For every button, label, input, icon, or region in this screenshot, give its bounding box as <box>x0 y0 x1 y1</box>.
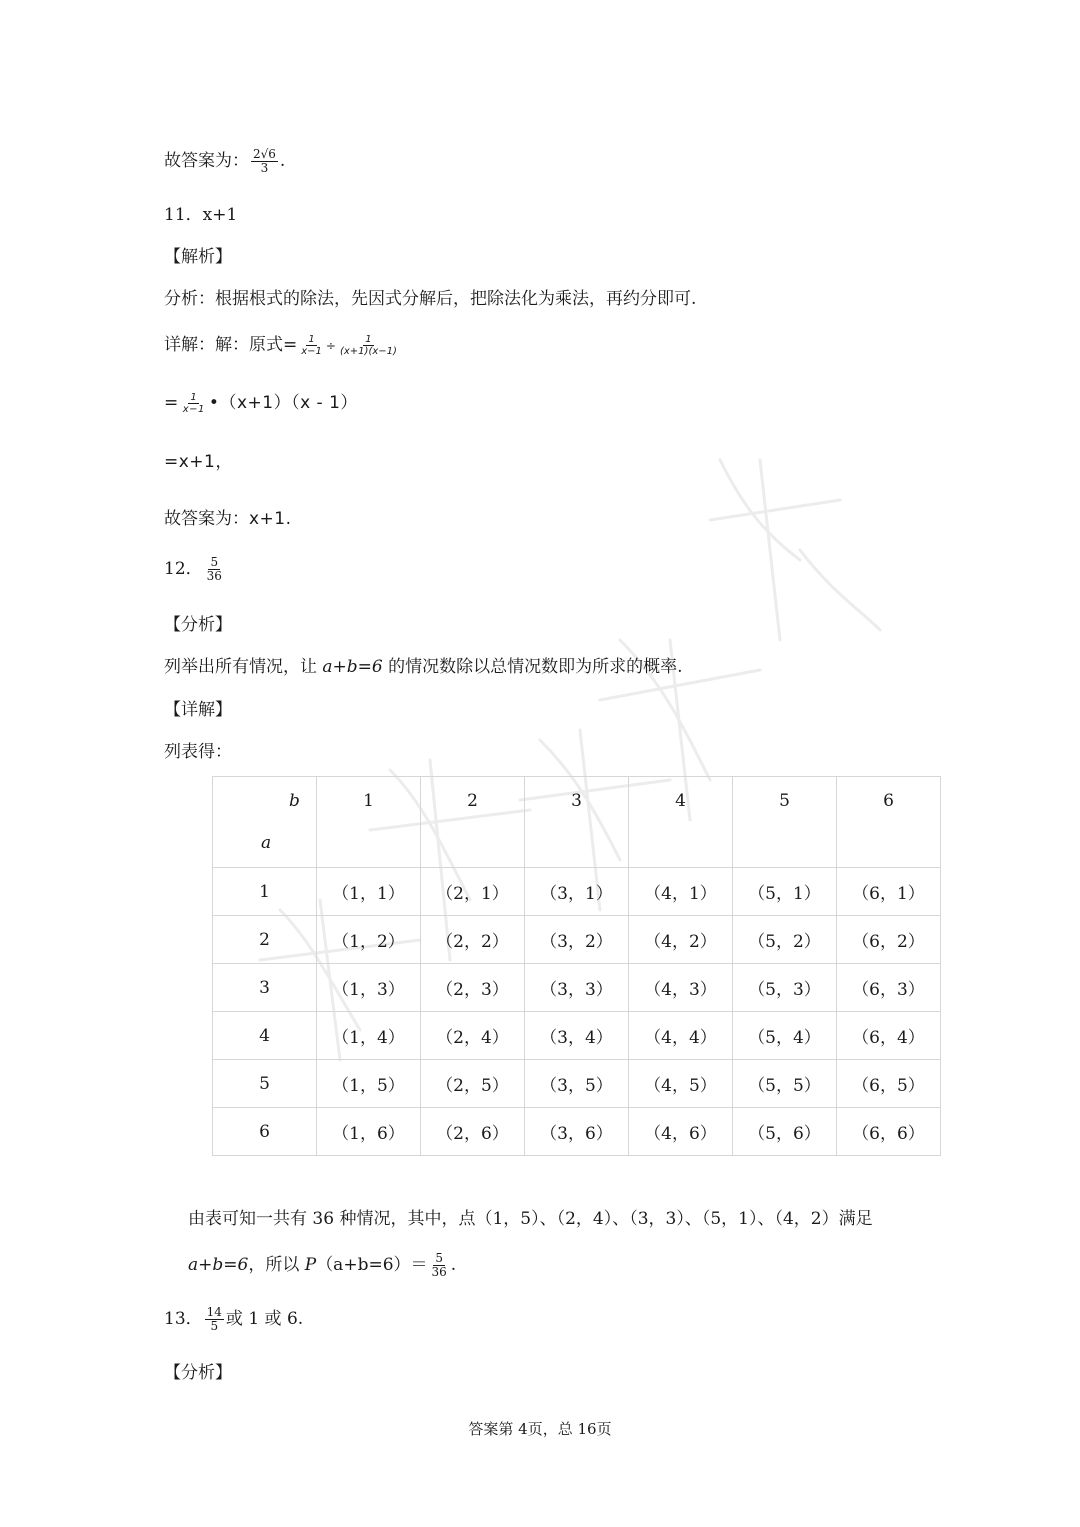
table-col-header <box>525 777 629 868</box>
table-header-b: b <box>289 791 300 811</box>
q12-conclusion-var: a+b=6 <box>188 1255 249 1275</box>
q12-analysis-pre: 列举出所有情况，让 <box>164 657 323 677</box>
row-label: 1 <box>213 868 317 916</box>
q12-conclusion-2 <box>188 1250 456 1279</box>
q12-conclusion-fraction <box>430 1252 449 1279</box>
table-cell: （5，3） <box>733 964 837 1012</box>
q11-frac2-den: (x+1)(x−1) <box>339 346 397 357</box>
col-label: 2 <box>467 791 478 811</box>
table-cell: （6，2） <box>837 916 941 964</box>
table-cell: （2，1） <box>421 868 525 916</box>
row-label: 2 <box>213 916 317 964</box>
table-cell: （4，1） <box>629 868 733 916</box>
table-cell: （6，4） <box>837 1012 941 1060</box>
table-cell: （6，1） <box>837 868 941 916</box>
table-cell: （3，2） <box>525 916 629 964</box>
q12-analysis-var: a+b=6 <box>322 657 383 677</box>
q12-analysis <box>164 652 683 677</box>
q11-frac2 <box>338 334 399 357</box>
table-row <box>213 964 941 1012</box>
q10-answer-fraction <box>251 148 278 175</box>
q13-answer-fraction <box>205 1306 224 1333</box>
q11-section-jiexi: 【解析】 <box>164 247 232 267</box>
q12-conclusion-mid: ，所以 <box>248 1255 305 1275</box>
table-cell: （2，6） <box>421 1108 525 1156</box>
table-row <box>213 1060 941 1108</box>
q11-final-value: x+1. <box>249 509 292 529</box>
col-label: 1 <box>363 791 374 811</box>
q11-frac1-den: x−1 <box>301 346 322 357</box>
q12-table-intro: 列表得： <box>164 742 232 762</box>
row-label: 4 <box>213 1012 317 1060</box>
table-col-header <box>317 777 421 868</box>
q11-step2-fraction <box>181 392 207 415</box>
q11-analysis: 分析：根据根式的除法，先因式分解后，把除法化为乘法，再约分即可. <box>164 289 697 309</box>
q12-conclusion-den: 36 <box>431 1265 447 1279</box>
q12-conclusion-1: 由表可知一共有 36 种情况，其中，点（1，5）、（2，4）、（3，3）、（5，1）、（4，2）满足 <box>188 1209 873 1229</box>
table-col-header <box>629 777 733 868</box>
table-cell: （3，4） <box>525 1012 629 1060</box>
q12-heading <box>164 554 226 583</box>
table-cell: （3，3） <box>525 964 629 1012</box>
table-cell: （2，2） <box>421 916 525 964</box>
q11-frac1-num: 1 <box>308 334 315 345</box>
table-cell: （1，2） <box>317 916 421 964</box>
q10-answer-suffix: . <box>279 151 286 171</box>
table-cell: （5，2） <box>733 916 837 964</box>
q13-heading <box>164 1304 303 1333</box>
col-label: 4 <box>675 791 686 811</box>
table-row <box>213 916 941 964</box>
q10-answer-line <box>164 146 285 175</box>
q13-frac-den: 5 <box>210 1319 219 1333</box>
q12-section-xiangjie: 【详解】 <box>164 700 232 720</box>
table-cell: （1，5） <box>317 1060 421 1108</box>
q12-conclusion-p: P <box>304 1255 317 1275</box>
table-cell: （3，6） <box>525 1108 629 1156</box>
q11-step2-prefix: = <box>164 393 179 413</box>
q12-analysis-post: 的情况数除以总情况数即为所求的概率. <box>382 657 683 677</box>
q10-fraction-denominator: 3 <box>260 161 269 175</box>
q10-fraction-numerator: 2√6 <box>253 147 276 161</box>
table-cell: （1，1） <box>317 868 421 916</box>
page-footer: 答案第 4页，总 16页 <box>468 1420 612 1438</box>
table-cell: （1，6） <box>317 1108 421 1156</box>
q12-answer-num: 5 <box>210 555 219 569</box>
table-cell: （5，5） <box>733 1060 837 1108</box>
q11-final <box>164 504 292 529</box>
table-cell: （5，1） <box>733 868 837 916</box>
q11-heading <box>164 200 237 225</box>
q12-conclusion-paren: （a+b=6）＝ <box>316 1255 428 1275</box>
q11-step2-rest: •（x+1）（x - 1） <box>208 393 358 413</box>
q11-step2 <box>164 388 358 415</box>
table-row <box>213 1108 941 1156</box>
q10-answer-prefix: 故答案为： <box>164 151 249 171</box>
table-cell: （6，5） <box>837 1060 941 1108</box>
table-cell: （2，3） <box>421 964 525 1012</box>
q13-section-fenxi: 【分析】 <box>164 1363 232 1383</box>
table-header-row <box>213 777 941 868</box>
table-cell: （4，3） <box>629 964 733 1012</box>
q12-conclusion-num: 5 <box>435 1251 443 1265</box>
table-cell: （6，6） <box>837 1108 941 1156</box>
table-cell: （6，3） <box>837 964 941 1012</box>
table-col-header <box>421 777 525 868</box>
q12-conclusion-end: . <box>450 1255 457 1275</box>
table-row <box>213 1012 941 1060</box>
q11-number: 11． <box>164 205 203 225</box>
outcome-table <box>212 776 941 1156</box>
q12-section-fenxi: 【分析】 <box>164 615 232 635</box>
table-cell: （4，2） <box>629 916 733 964</box>
table-cell: （5，6） <box>733 1108 837 1156</box>
q12-answer-fraction <box>205 556 224 583</box>
q11-step3: =x+1， <box>164 452 233 472</box>
q12-number: 12． <box>164 559 203 579</box>
table-header-a: a <box>261 833 272 853</box>
row-label: 5 <box>213 1060 317 1108</box>
q11-detail <box>164 330 401 357</box>
table-corner-cell <box>213 777 317 868</box>
q11-final-prefix: 故答案为： <box>164 509 249 529</box>
q13-number: 13． <box>164 1309 203 1329</box>
q13-frac-num: 14 <box>206 1305 222 1319</box>
table-cell: （4，4） <box>629 1012 733 1060</box>
col-label: 3 <box>571 791 582 811</box>
q11-detail-prefix: 详解：解：原式= <box>164 335 298 355</box>
table-cell: （4，6） <box>629 1108 733 1156</box>
table-col-header <box>837 777 941 868</box>
table-cell: （5，4） <box>733 1012 837 1060</box>
table-cell: （3，1） <box>525 868 629 916</box>
q13-answer-rest: 或 1 或 6. <box>225 1309 304 1329</box>
q11-step2-num: 1 <box>190 391 198 403</box>
table-cell: （2，4） <box>421 1012 525 1060</box>
table-cell: （1，3） <box>317 964 421 1012</box>
q12-answer-den: 36 <box>206 569 222 583</box>
q11-step2-den: x−1 <box>182 403 205 415</box>
table-cell: （2，5） <box>421 1060 525 1108</box>
row-label: 6 <box>213 1108 317 1156</box>
q11-frac2-num: 1 <box>365 334 372 345</box>
col-label: 5 <box>779 791 790 811</box>
col-label: 6 <box>883 791 894 811</box>
table-cell: （1，4） <box>317 1012 421 1060</box>
table-cell: （4，5） <box>629 1060 733 1108</box>
table-row <box>213 868 941 916</box>
q11-div-sign: ÷ <box>325 339 336 353</box>
row-label: 3 <box>213 964 317 1012</box>
q11-frac1 <box>299 334 324 357</box>
q11-answer: x+1 <box>202 205 238 225</box>
table-col-header <box>733 777 837 868</box>
table-cell: （3，5） <box>525 1060 629 1108</box>
